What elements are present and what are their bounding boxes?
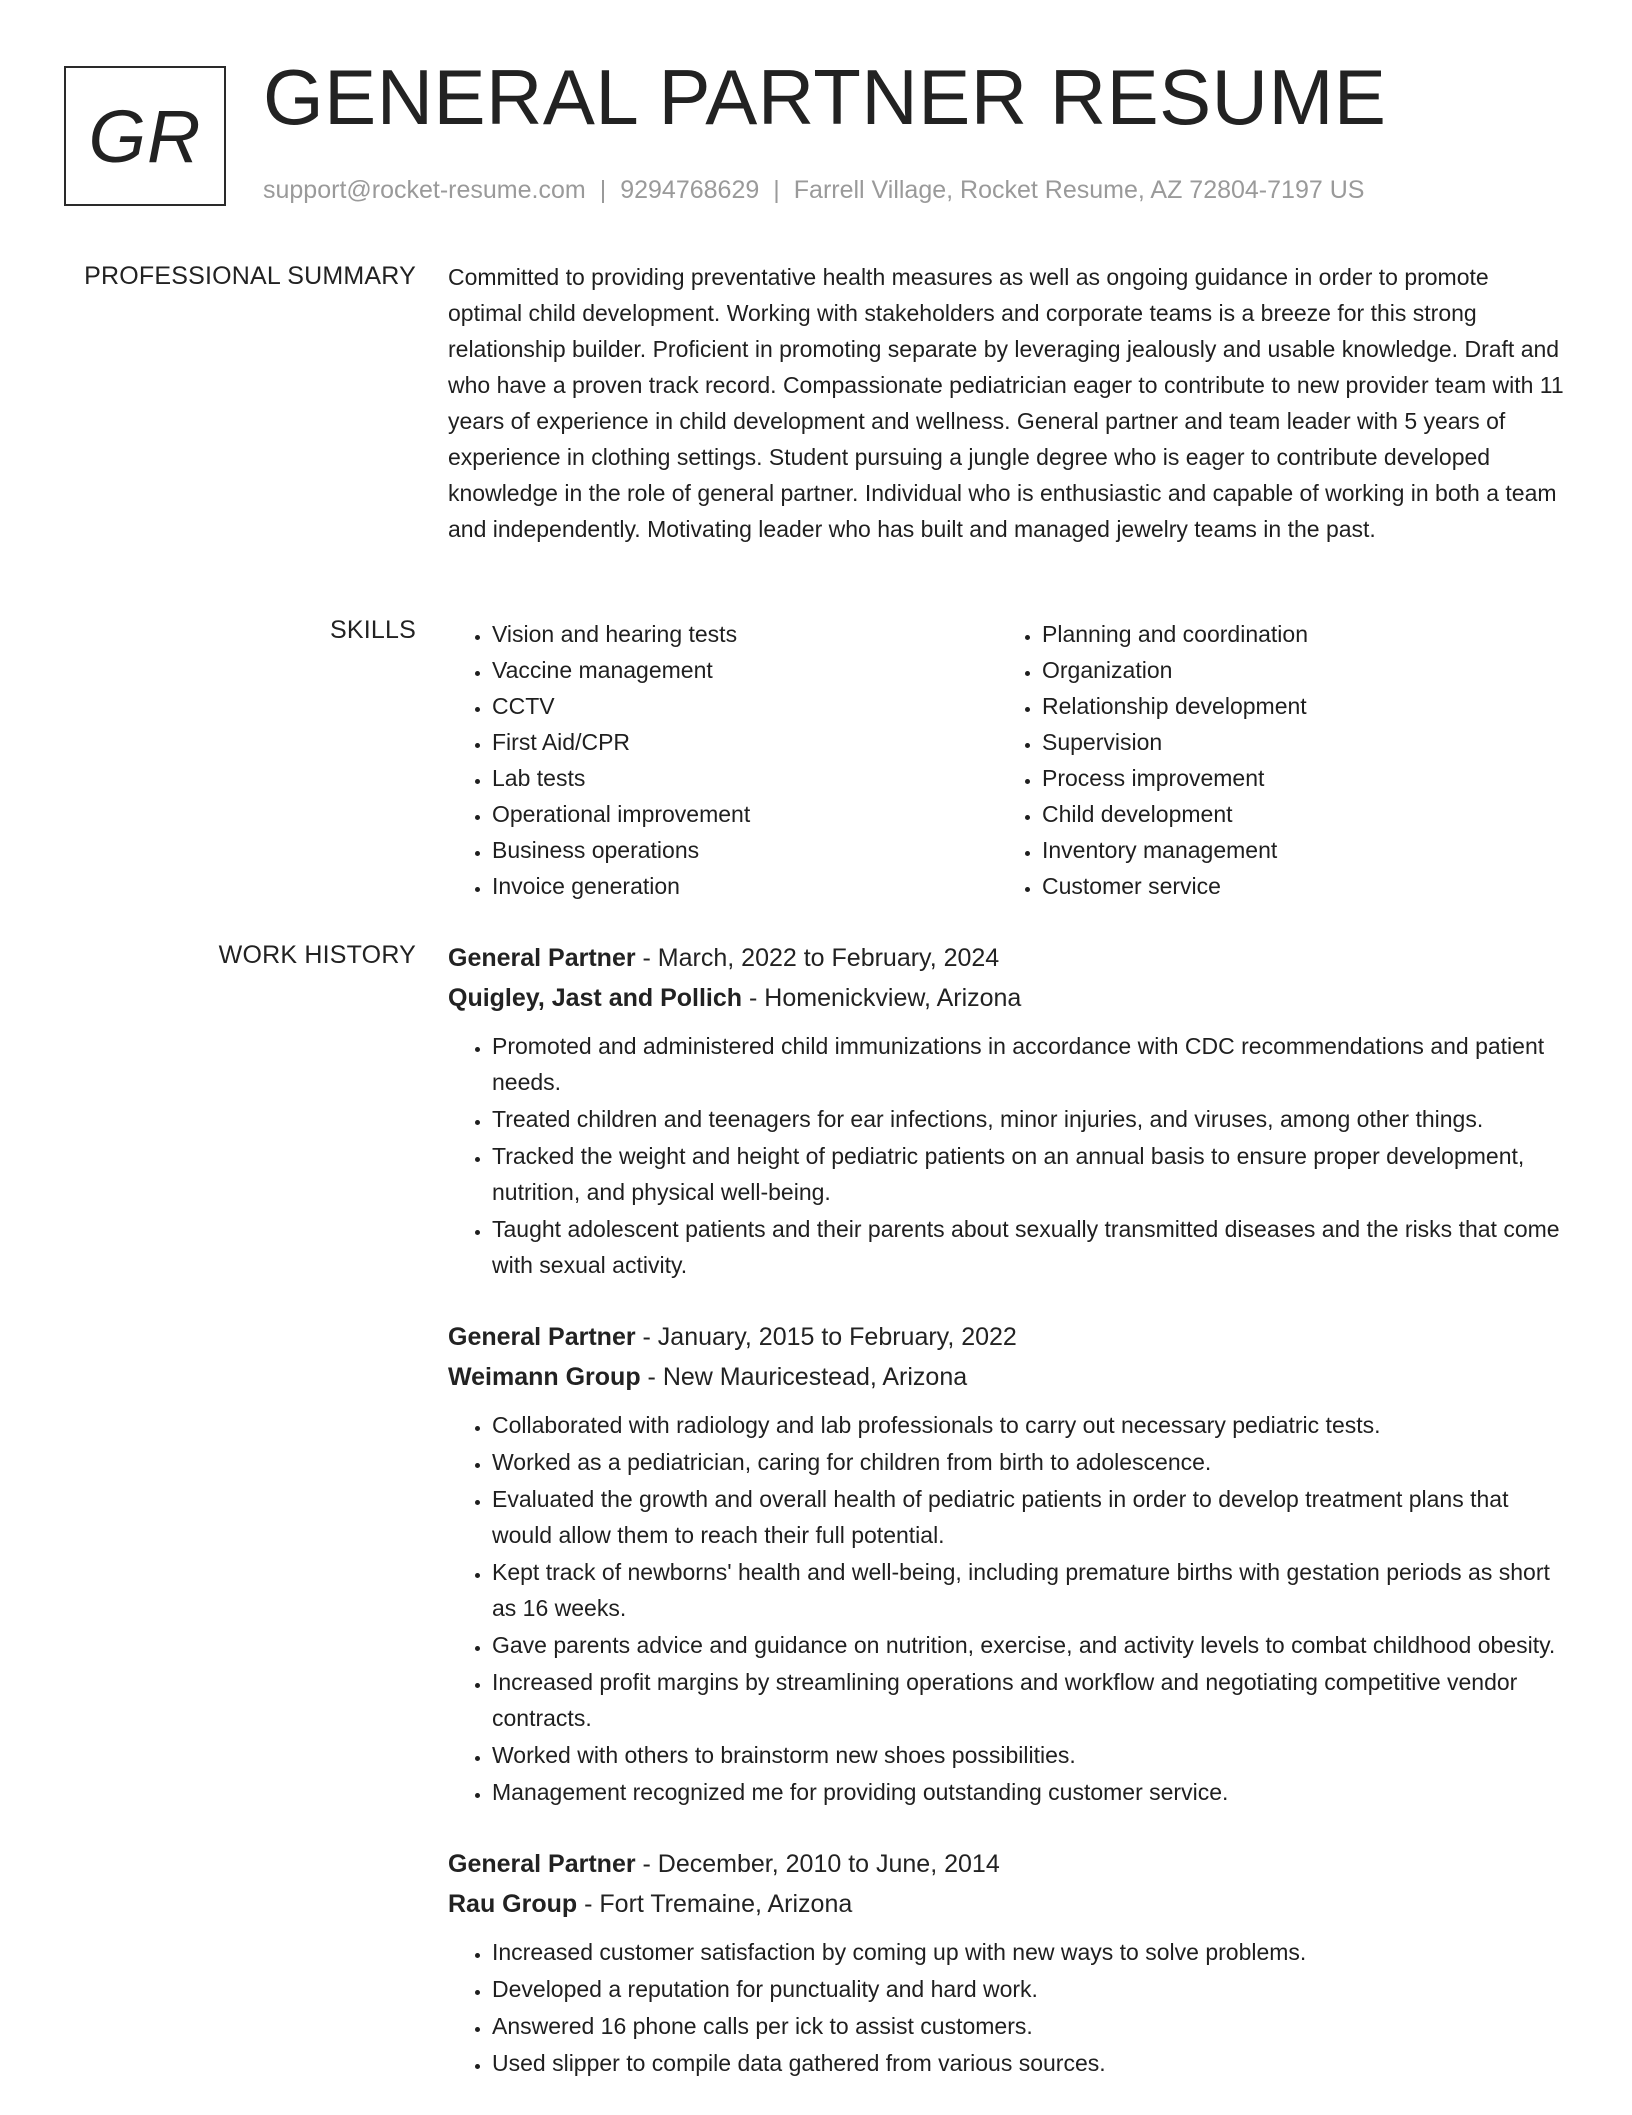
job-bullet: • Developed a reputation for punctuality and hard work. — [492, 1971, 1568, 2007]
job-bullet: • Increased customer satisfaction by coming up with new ways to solve problems. — [492, 1934, 1568, 1970]
skill-item: • Supervision — [1042, 724, 1562, 760]
job-location: - New Mauricestead, Arizona — [640, 1363, 968, 1391]
job-entry — [448, 938, 1568, 1283]
job-title: General Partner — [448, 1850, 636, 1878]
job-bullet: • Kept track of newborns' health and well-being, including premature births with gestation periods as short as 16 weeks. — [492, 1554, 1568, 1626]
job-bullet: • Collaborated with radiology and lab professionals to carry out necessary pediatric tests. — [492, 1407, 1568, 1443]
skills-column-left — [448, 616, 998, 904]
job-company: Quigley, Jast and Pollich — [448, 984, 743, 1012]
job-dates: - December, 2010 to June, 2014 — [635, 1850, 1000, 1878]
skill-item: • Customer service — [1042, 868, 1562, 904]
skills-column-right — [998, 616, 1562, 904]
job-bullet: • Evaluated the growth and overall health of pediatric patients in order to develop treatment plans that would allow them to reach their full potential. — [492, 1481, 1568, 1553]
contact-separator: | — [773, 176, 780, 204]
job-bullet: • Gave parents advice and guidance on nutrition, exercise, and activity levels to combat childhood obesity. — [492, 1627, 1568, 1663]
section-label-skills: SKILLS — [330, 616, 416, 644]
job-bullet: • Worked as a pediatrician, caring for children from birth to adolescence. — [492, 1444, 1568, 1480]
job-bullet: • Tracked the weight and height of pediatric patients on an annual basis to ensure proper development, nutrition, and physical well-being. — [492, 1138, 1568, 1210]
job-bullet: • Promoted and administered child immunizations in accordance with CDC recommendations and patient needs. — [492, 1028, 1568, 1100]
skill-item: • CCTV — [492, 688, 998, 724]
monogram-badge: GR — [64, 66, 226, 206]
skill-item: • Business operations — [492, 832, 998, 868]
job-entry — [448, 1317, 1568, 1810]
contact-address: Farrell Village, Rocket Resume, AZ 72804-7197 US — [793, 176, 1365, 204]
job-bullet: • Taught adolescent patients and their parents about sexually transmitted diseases and the risks that come with sexual activity. — [492, 1211, 1568, 1283]
job-location: - Fort Tremaine, Arizona — [577, 1890, 853, 1918]
job-company: Rau Group — [448, 1890, 578, 1918]
contact-phone[interactable]: 9294768629 — [620, 176, 760, 204]
skill-item: • Lab tests — [492, 760, 998, 796]
job-bullets — [448, 1407, 1568, 1810]
contact-email[interactable]: support@rocket-resume.com — [263, 176, 586, 204]
job-bullets — [448, 1028, 1568, 1283]
job-title: General Partner — [448, 1323, 636, 1351]
job-title-line — [448, 938, 1568, 978]
job-company-line — [448, 1357, 1568, 1397]
skill-item: • Child development — [1042, 796, 1562, 832]
job-bullet: • Worked with others to brainstorm new shoes possibilities. — [492, 1737, 1568, 1773]
section-label-summary: PROFESSIONAL SUMMARY — [84, 262, 416, 290]
contact-line — [263, 176, 1364, 205]
skill-item: • Vaccine management — [492, 652, 998, 688]
job-entry — [448, 1844, 1568, 2081]
job-title-line — [448, 1317, 1568, 1357]
job-dates: - March, 2022 to February, 2024 — [635, 944, 1000, 972]
skill-item: • Relationship development — [1042, 688, 1562, 724]
job-bullet: • Treated children and teenagers for ear infections, minor injuries, and viruses, among other things. — [492, 1101, 1568, 1137]
section-label-work-history: WORK HISTORY — [218, 941, 416, 969]
skill-item: • First Aid/CPR — [492, 724, 998, 760]
job-bullet: • Management recognized me for providing outstanding customer service. — [492, 1774, 1568, 1810]
job-bullet: • Used slipper to compile data gathered from various sources. — [492, 2045, 1568, 2081]
skill-item: • Invoice generation — [492, 868, 998, 904]
skill-item: • Inventory management — [1042, 832, 1562, 868]
job-location: - Homenickview, Arizona — [742, 984, 1022, 1012]
job-company: Weimann Group — [448, 1363, 641, 1391]
job-title-line — [448, 1844, 1568, 1884]
summary-text: Committed to providing preventative health measures as well as ongoing guidance in order to promote optimal child development. Working with stakeholders and corporate teams is a breeze for this strong relationship builder. Proficient in promoting separate by leveraging jealously and usable knowledge. Draft and who have a proven track record. Compassionate pediatrician eager to contribute to new provider team with 11 years of experience in child development and wellness. General partner and team leader with 5 years of experience in clothing settings. Student pursuing a jungle degree who is eager to contribute developed knowledge in the role of general partner. Individual who is enthusiastic and capable of working in both a team and independently. Motivating leader who has built and managed jewelry teams in the past. — [448, 264, 1564, 542]
resume-title: GENERAL PARTNER RESUME — [263, 53, 1387, 141]
job-company-line — [448, 978, 1568, 1018]
job-dates: - January, 2015 to February, 2022 — [635, 1323, 1017, 1351]
work-history — [448, 938, 1568, 2115]
job-bullet: • Increased profit margins by streamlining operations and workflow and negotiating competitive vendor contracts. — [492, 1664, 1568, 1736]
job-bullet: • Answered 16 phone calls per ick to assist customers. — [492, 2008, 1568, 2044]
skills-list — [448, 616, 1568, 904]
job-bullets — [448, 1934, 1568, 2081]
skill-item: • Planning and coordination — [1042, 616, 1562, 652]
contact-separator: | — [599, 176, 607, 204]
skill-item: • Organization — [1042, 652, 1562, 688]
job-company-line — [448, 1884, 1568, 1924]
skill-item: • Vision and hearing tests — [492, 616, 998, 652]
skill-item: • Operational improvement — [492, 796, 998, 832]
job-title: General Partner — [448, 944, 636, 972]
skill-item: • Process improvement — [1042, 760, 1562, 796]
